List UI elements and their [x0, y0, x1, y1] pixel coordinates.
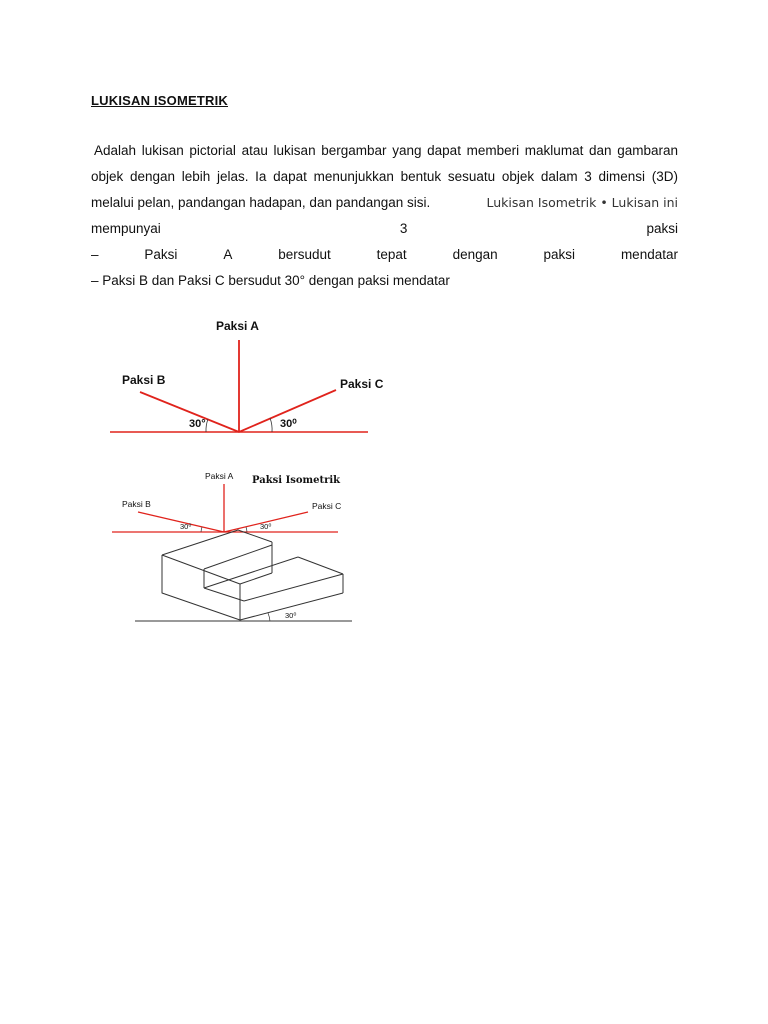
paksi-a-label: Paksi A: [205, 471, 234, 481]
paragraph-line-1: Adalah lukisan pictorial atau lukisan bergambar yang dapat memberi maklumat dan gambaran: [94, 143, 678, 158]
paragraph-word: –: [91, 247, 99, 262]
paragraph-line-6: – Paksi B dan Paksi C bersudut 30° dengan paksi mendatar: [91, 273, 450, 288]
paragraph-line-3: [91, 190, 678, 216]
paragraph-word: A: [223, 247, 233, 262]
paksi-b-label: Paksi B: [122, 373, 166, 387]
angle-arc-right: [246, 527, 247, 532]
angle-label-bottom: 30⁰: [285, 611, 297, 620]
paragraph-line-4: [91, 216, 678, 242]
paragraph-word: 3: [399, 221, 408, 236]
paksi-c-label: Paksi C: [340, 377, 384, 391]
paragraph-word: mendatar: [620, 247, 678, 262]
paragraph-word: tepat: [376, 247, 407, 262]
angle-label-right: 30⁰: [280, 418, 297, 430]
paragraph-word: paksi: [543, 247, 576, 262]
angle-arc-left: [201, 527, 202, 532]
paragraph-line-2: objek dengan lebih jelas. Ia dapat menunjukkan bentuk sesuatu objek dalam 3 dimensi (3D): [91, 169, 678, 184]
paragraph-line-5: [91, 242, 678, 268]
angle-arc-bottom: [268, 613, 270, 621]
paragraph-word: paksi: [646, 221, 678, 236]
paksi-a-label: Paksi A: [216, 319, 259, 333]
isometric-axes-figure: [100, 310, 390, 440]
isometric-stairs-figure: [100, 462, 360, 627]
angle-arc-left: [206, 419, 208, 432]
paragraph-word: mempunyai: [91, 221, 161, 236]
angle-label-left: 30⁰: [180, 522, 192, 531]
paragraph-line-3-tail: Lukisan Isometrik • Lukisan ini: [486, 195, 678, 210]
paragraph-line-3-main: melalui pelan, pandangan hadapan, dan pandangan sisi.: [91, 195, 431, 210]
document-title: LUKISAN ISOMETRIK: [91, 93, 229, 108]
angle-label-right: 30⁰: [260, 522, 272, 531]
paragraph-word: dengan: [452, 247, 498, 262]
paksi-isometrik-heading: Paksi Isometrik: [252, 475, 341, 486]
intro-paragraph: [91, 138, 678, 294]
paksi-b-label: Paksi B: [122, 499, 151, 509]
staircase-object: [162, 530, 343, 620]
angle-label-left: 30°: [189, 418, 206, 430]
paragraph-word: Paksi: [144, 247, 178, 262]
paragraph-word: bersudut: [278, 247, 331, 262]
angle-arc-right: [270, 418, 272, 432]
paksi-c-label: Paksi C: [312, 501, 342, 511]
